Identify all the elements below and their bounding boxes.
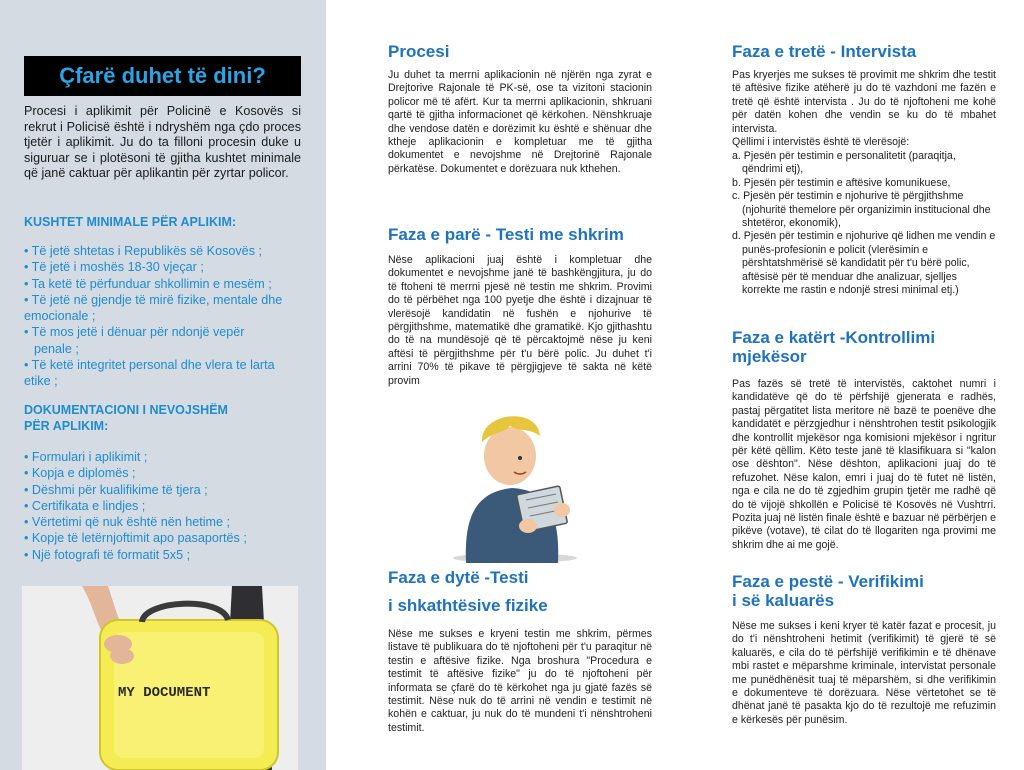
list-item: a. Pjesën për testimin e personalitetit (paraqitja, qëndrimi etj), xyxy=(732,150,956,176)
list-item: c. Pjesën për testimin e njohurive të përgjithshme (njohuritë themelore për organizimin institucional dhe shtetëror, ekonomik), xyxy=(732,190,991,230)
list-item: • Ta ketë të përfunduar shkollimin e mesëm ; xyxy=(24,276,272,291)
faza5-text: Nëse me sukses i keni kryer të katër fazat e procesit, ju do t'i nënshtroheni hetimit (verifikimit) të gjerë të së kaluarës, e cila do të përfshijë verifikimin e të dhënave mbi rastet e mëparshme kriminale, intervistat personale me punëdhënësit tuaj të mëparshëm, si dhe verifikimin e dokumenteve të dorëzuara. Nëse vërtetohet se të dhënat janë të pasakta kjo do të rezultojë me refuzimin e kërkesës për punësim. xyxy=(732,620,996,726)
requirements-list xyxy=(24,243,309,390)
list-item: • Vërtetimi që nuk është nën hetime ; xyxy=(24,515,231,530)
list-item: penale ; xyxy=(34,341,79,356)
procesi-text: Ju duhet ta merrni aplikacionin në njërën nga zyrat e Drejtorive Rajonale të PK-së, ose ta vizitoni stacionin policor më të afërt. Kur ta merrni aplikacionin, shkruani qartë të gjitha informacionet që kërkohen. Nënshkruaje dhe vendose datën e dorëzimit ku është e shënuar dhe ktheje aplikacionin e kompletuar me të gjitha dokumentet e nevojshme në Drejtorinë Rajonale përkatëse. Dokumentet e dorëzuara nuk kthehen. xyxy=(388,69,652,175)
faza4-text: Pas fazës së tretë të intervistës, caktohet numri i kandidatëve që do të përfshijë gjenerata e radhës, pastaj përgatitet lista meritore në bazë te poenëve dhe kandidatët e përzgjedhur i nënshtrohen testit psikologjik dhe kontrollit mjekësor nga komisioni mjekësor i ngritur për këtë qëllim. Këto teste janë të klasifikuara si "kalon ose dështon". Nëse dështon, aplikacioni juaj do të refuzohet. Nëse kalon, emri i juaj do të futet në listën, nga e cila ne do të zgjedhim grupin tjetër me radhë që do të vijojë shkollën e Policisë të Kosovës në Vushtrri. Pozita juaj në listën finale është e bazuar në përbërjen e pikëve (votave), të cilat do të llogariten nga provimi me shkrim dhe ai me gojë. xyxy=(732,378,996,551)
list-item: • Dëshmi për kualifikime të tjera ; xyxy=(24,482,208,497)
list-item: • Të jetë në gjendje të mirë fizike, mentale dhe xyxy=(24,292,283,307)
faza3-goals-list xyxy=(732,150,996,297)
faza1-title: Faza e parë - Testi me shkrim xyxy=(388,225,624,244)
list-item: • Të jetë shtetas i Republikës së Kosovës ; xyxy=(24,244,262,258)
banner-title: Çfarë duhet të dini? xyxy=(59,63,266,88)
left-panel xyxy=(0,0,326,770)
requirements-heading: KUSHTET MINIMALE PËR APLIKIM: xyxy=(24,215,237,229)
procesi-title: Procesi xyxy=(388,42,450,61)
faza2-title-line2: i shkathtësive fizike xyxy=(388,596,548,615)
list-item: • Formulari i aplikimit ; xyxy=(24,450,148,464)
list-item: • Të ketë integritet personal dhe vlera te larta xyxy=(24,358,275,373)
banner xyxy=(24,56,301,96)
list-item: • Certifikata e lindjes ; xyxy=(24,498,146,513)
documents-heading-line1: DOKUMENTACIONI I NEVOJSHËM xyxy=(24,403,228,417)
folder-illustration xyxy=(22,586,298,770)
faza5-title-line2: i së kaluarës xyxy=(732,591,835,610)
student-reading-illustration xyxy=(440,398,590,563)
faza3-text: Pas kryerjes me sukses të provimit me shkrim dhe testit të aftësive fizike atëherë ju do të vazhdoni me fazën e tretë që është intervista . Ju do të njoftoheni me kohë për datën kohen dhe vendin se ku do të mbahet intervista. xyxy=(732,69,996,135)
list-item: • Kopje të letërnjoftimit apo pasaportës ; xyxy=(24,531,247,546)
faza5-title-line1: Faza e pestë - Verifikimi xyxy=(732,572,924,591)
faza4-title-line1: Faza e katërt -Kontrollimi xyxy=(732,328,936,347)
faza2-title-line1: Faza e dytë -Testi xyxy=(388,568,529,587)
documents-heading-line2: PËR APLIKIM: xyxy=(24,419,109,433)
list-item: • Një fotografi të formatit 5x5 ; xyxy=(24,547,191,562)
list-item: b. Pjesën për testimin e aftësive komunikuese, xyxy=(732,176,951,189)
documents-list xyxy=(24,449,309,563)
faza2-text: Nëse me sukses e kryeni testin me shkrim, përmes listave të publikuara do të njoftoheni për t'u paraqitur në testin e aftësive fizike. Nga broshura "Procedura e testimit të aftësive fizike" ju do të njoftoheni për informata se çfarë do të kërkohet nga ju gjatë fazës së testimit. Nëse nuk do të arrini në vendin e testimit në kohën e caktuar, ju nuk do të mundeni t'i nënshtroheni testimit. xyxy=(388,628,652,734)
list-item: etike ; xyxy=(24,374,58,389)
faza1-text: Nëse aplikacioni juaj është i kompletuar dhe dokumentet e nevojshme janë të bashkëngjitura, ju do të ftoheni të merrni pjesë në testin me shkrim. Provimi do të përbëhet nga 100 pyetje dhe është i dizajnuar të vlerësojë kandidatin në fushën e njohurive të përgjithshme, matematikë dhe gramatikë. Kjo gjithashtu do të na mundësojë që të përcaktojmë nëse ju keni aftësi të përgjithshme për t'u bërë polic. Ju duhet t'i arrini 70% të pikave të përgjigjeve të sakta në këtë provim xyxy=(388,254,652,387)
list-item: emocionale ; xyxy=(24,309,96,324)
list-item: • Kopja e diplomës ; xyxy=(24,466,136,481)
faza4-title-line2: mjekësor xyxy=(732,347,807,366)
folder-label: MY DOCUMENT xyxy=(118,685,211,701)
faza3-goals-heading: Qëllimi i intervistës është të vlerësojë: xyxy=(732,136,910,148)
list-item: • Të mos jetë i dënuar për ndonjë vepër xyxy=(24,325,245,340)
faza3-title: Faza e tretë - Intervista xyxy=(732,42,917,61)
list-item: d. Pjesën për testimin e njohurive që lidhen me vendin e punës-profesionin e policit (vlerësimin e përshtatshmërisë së kandidatit për t'u bërë polic, aftësisë për të menduar dhe analizuar, sjelljes korrekte me rastin e ndonjë stresi minimal etj.) xyxy=(732,230,996,297)
list-item: • Të jetë i moshës 18-30 vjeçar ; xyxy=(24,260,204,275)
document-folder-photo xyxy=(22,586,298,770)
intro-text: Procesi i aplikimit për Policinë e Kosovës si rekrut i Policisë është i ndryshëm nga çdo proces tjetër i aplikimit. Ju do ta filloni procesin duke u siguruar se i plotësoni të gjitha kushtet minimale që janë caktuar për aplikantin për zyrtar policor. xyxy=(24,104,301,181)
